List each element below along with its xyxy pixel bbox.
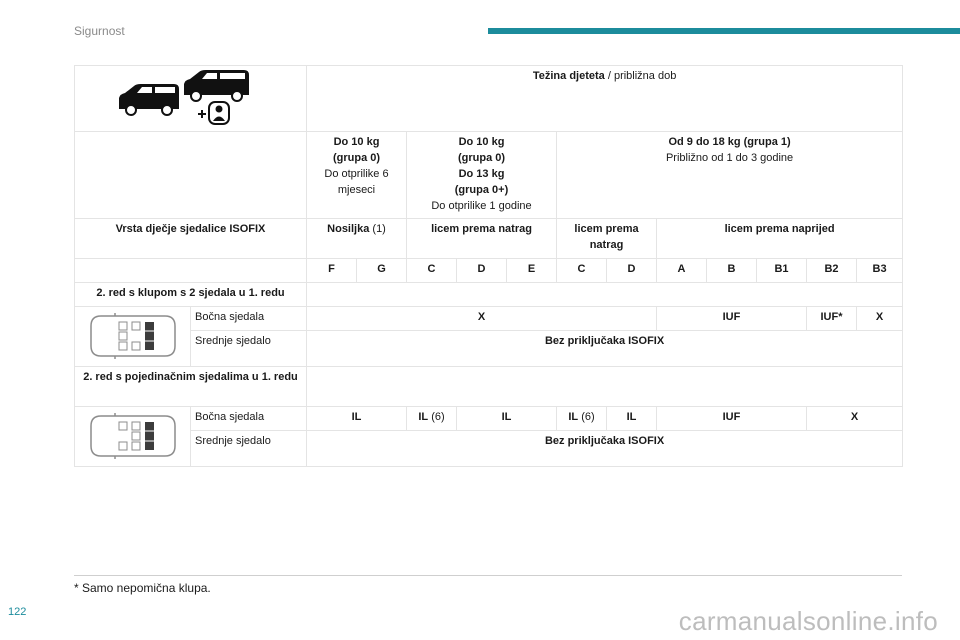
middle-seat-label: Srednje sjedalo [191,430,307,466]
size-class-cell: B3 [857,258,903,282]
size-class-cell: F [307,258,357,282]
watermark: carmanualsonline.info [678,606,938,636]
size-class-cell: B1 [757,258,807,282]
value-cell: Bez priključaka ISOFIX [307,430,903,466]
size-class-cell: D [607,258,657,282]
weight-header-cell [307,66,903,132]
value-cell: IL (6) [557,406,607,430]
value-cell: Bez priključaka ISOFIX [307,330,903,366]
size-class-cell: A [657,258,707,282]
size-class-cell: C [557,258,607,282]
table-row [75,406,903,430]
group-0-cell: Do 10 kg (grupa 0) Do otprilike 6 mjeseci [307,132,407,219]
value-cell: IL [607,406,657,430]
table-row [75,282,903,306]
middle-seat-label: Srednje sjedalo [191,330,307,366]
size-class-cell: B2 [807,258,857,282]
carrycot-cell: Nosiljka (1) [307,218,407,258]
size-class-cell: G [357,258,407,282]
value-cell: IUF [657,306,807,330]
group-0plus-cell: Do 10 kg (grupa 0) Do 13 kg (grupa 0+) Do otprilike 1 godine [407,132,557,219]
isofix-table [74,65,903,467]
row-bench-title: 2. red s klupom s 2 sjedala u 1. redu [75,282,307,306]
weight-header-bold: Težina djeteta [532,70,605,82]
seat-layout-individual-icon [87,412,179,460]
table-row [75,218,903,258]
table-row [75,66,903,132]
section-title: Sigurnost [74,24,125,38]
row-individual-title: 2. red s pojedinačnim sjedalima u 1. redu [75,366,307,406]
size-class-cell: D [457,258,507,282]
table-row [75,430,903,466]
rear-facing-cell: licem prema natrag [557,218,657,258]
seatmap-cell [75,406,191,466]
side-seats-label: Bočna sjedala [191,406,307,430]
group-1-cell: Od 9 do 18 kg (grupa 1) Približno od 1 do 3 godine [557,132,903,219]
value-cell: X [807,406,903,430]
table-row [75,330,903,366]
header-accent-bar [488,28,960,34]
size-class-cell: C [407,258,457,282]
size-class-cell: B [707,258,757,282]
value-cell: X [857,306,903,330]
child-seat-icon [198,102,229,124]
seatmap-cell [75,306,191,366]
van-icon [184,70,249,101]
value-cell: IL [457,406,557,430]
table-row [75,366,903,406]
side-seats-label: Bočna sjedala [191,306,307,330]
table-row [75,258,903,282]
seat-type-label: Vrsta dječje sjedalice ISOFIX [75,218,307,258]
footnote: * Samo nepomična klupa. [74,575,902,595]
value-cell: IUF* [807,306,857,330]
van-icon [119,84,179,115]
value-cell: IL [307,406,407,430]
size-class-cell: E [507,258,557,282]
value-cell: IUF [657,406,807,430]
seat-layout-bench-icon [87,312,179,360]
vehicle-icons-cell [75,66,307,132]
page-number: 122 [8,606,27,618]
value-cell: X [307,306,657,330]
weight-header-rest: / približna dob [604,70,677,82]
table-row [75,132,903,219]
value-cell: IL (6) [407,406,457,430]
van-icons [116,69,266,127]
rear-facing-cell: licem prema natrag [407,218,557,258]
table-row [75,306,903,330]
forward-facing-cell: licem prema naprijed [657,218,903,258]
